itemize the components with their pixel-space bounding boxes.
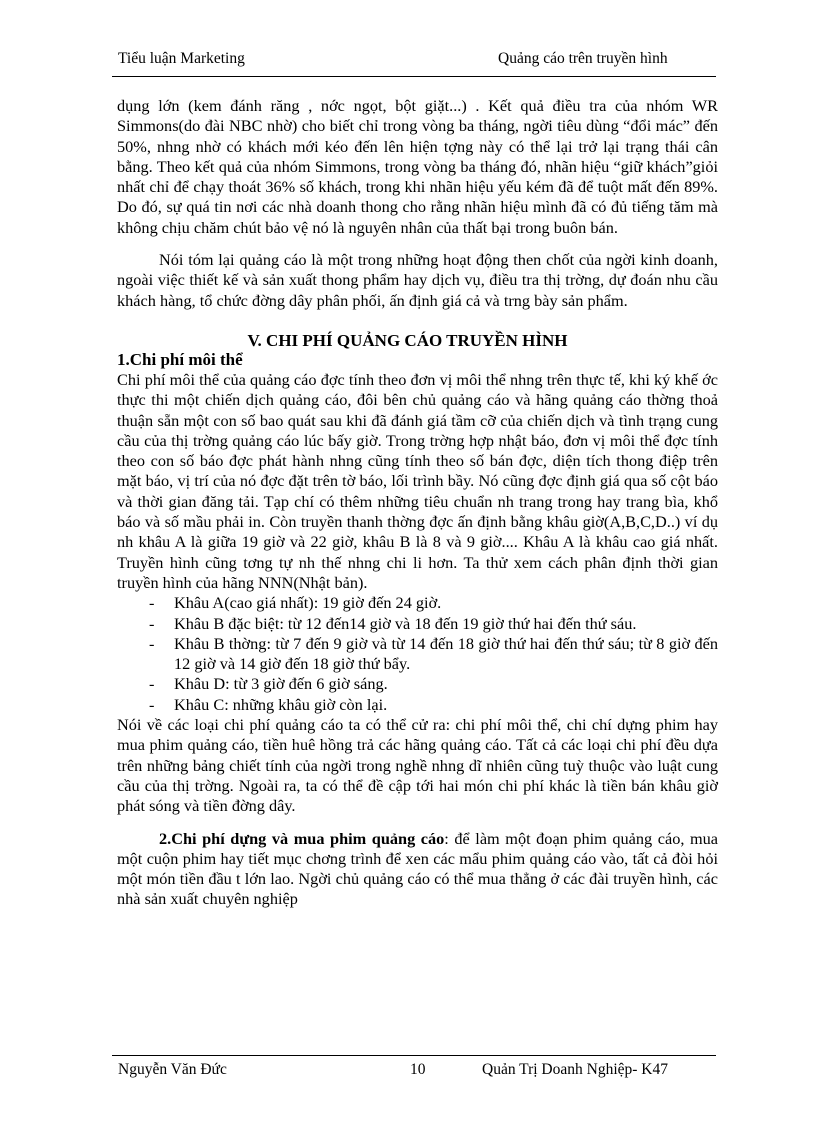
list-item — [117, 674, 718, 694]
list-item — [117, 614, 718, 634]
header-divider — [112, 76, 716, 77]
list-dash: - — [149, 674, 155, 694]
header-right-title: Quảng cáo trên truyền hình — [498, 50, 668, 67]
paragraph-3: Chi phí môi thể của quảng cáo đợc tính theo đơn vị môi thể nhng trên thực tế, khi ký khế ớc thực thi một chiến dịch quảng cáo, đôi bên chủ quảng cáo và hãng quảng cáo thờng thoả thuận sẵn một con số bao quát sau khi đã đánh giá tầm cỡ của chiến dịch và tình trạng cung cầu của thị trờng quảng cáo lúc bấy giờ. Trong trờng hợp nhật báo, đơn vị môi thể đợc tính theo con số báo đợc phát hành nhng cũng tính theo số bán đợc, diện tích thong điệp trên mặt báo, vị trí của nó đợc đặt trên tờ báo, lối trình bầy. Nó cũng đợc định giá qua số cột báo và thời gian đăng tải. Tạp chí có thêm những tiêu chuẩn nh trang trong hay trang bìa, khổ báo và số mầu phải in. Còn truyền thanh thờng đợc ấn định bằng khâu giờ(A,B,C,D..) ví dụ nh khâu A là giữa 19 giờ và 22 giờ, khâu B là 8 và 9 giờ.... Khâu A là khâu cao giá nhất. Truyền hình cũng tơng tự nh thế nhng chi li hơn. Ta thử xem cách phân định thời gian truyền hình của hãng NNN(Nhật bản). — [117, 369, 718, 592]
list-dash: - — [149, 694, 155, 714]
list-item-text: Khâu C: những khâu giờ còn lại. — [174, 694, 388, 714]
list-item-text: Khâu B thờng: từ 7 đến 9 giờ và từ 14 đến 18 giờ thứ hai đến thứ sáu; từ 8 giờ đến 12 giờ và 14 giờ đến 18 giờ thứ bẩy. — [174, 633, 718, 674]
footer-author: Nguyễn Văn Đức — [118, 1061, 227, 1078]
list-item — [117, 695, 718, 715]
list-dash: - — [149, 633, 155, 653]
paragraph-5 — [117, 829, 718, 910]
list-item-text: Khâu A(cao giá nhất): 19 giờ đến 24 giờ. — [174, 593, 442, 613]
subsection-title-1: 1.Chi phí môi thể — [117, 349, 243, 369]
footer-course: Quản Trị Doanh Nghiệp- K47 — [482, 1061, 668, 1078]
list-item — [117, 634, 718, 675]
paragraph-1: dụng lớn (kem đánh răng , nớc ngọt, bột giặt...) . Kết quả điều tra của nhóm WR Simmons(do đài NBC nhờ) cho biết chỉ trong vòng ba tháng, ngời tiêu dùng “đổi mác” đến 50%, nhng nhờ có khách mới kéo đến lên hiện tợng này có thể lại trở lại trạng thái cân bằng. Theo kết quả của nhóm Simmons, trong vòng ba tháng đó, nhãn hiệu “giữ khách”giỏi nhất chỉ để chạy thoát 36% số khách, trong khi nhãn hiệu yếu kém đã để tuột mất đến 89%. Do đó, sự quá tin nơi các nhà doanh thong cho rằng nhãn hiệu mình đã có đủ tiếng tăm mà không chịu chăm chút bảo vệ nó là nguyên nhân của thất bại trong buôn bán. — [117, 96, 718, 237]
list-item — [117, 593, 718, 613]
page-content — [117, 96, 718, 910]
footer-divider — [112, 1055, 716, 1056]
paragraph-4: Nói về các loại chi phí quảng cáo ta có thể cử ra: chi phí môi thể, chi chí dựng phim hay mua phim quảng cáo, tiền huê hồng trả các hãng quảng cáo. Tất cả các loại chi phí đều dựa trên những bảng chiết tính của ngời trong nghề nhng dĩ nhiên cũng tuỳ thuộc vào luật cung cầu của thị trờng. Ngoài ra, ta có thể đề cập tới hai món chi phí khác là tiền bán khâu giờ phát sóng và tiền đờng dây. — [117, 715, 718, 816]
section-title: V. CHI PHÍ QUẢNG CÁO TRUYỀN HÌNH — [247, 330, 568, 350]
paragraph-2: Nói tóm lại quảng cáo là một trong những hoạt động then chốt của ngời kinh doanh, ngoài việc thiết kế và sản xuất thong phẩm hay dịch vụ, điều tra thị trờng, dự đoán nhu cầu khách hàng, tổ chức đờng dây phân phối, ấn định giá cả và trng bày sản phẩm. — [117, 250, 718, 310]
list-item-text: Khâu D: từ 3 giờ đến 6 giờ sáng. — [174, 674, 388, 694]
page-number: 10 — [410, 1061, 426, 1078]
list-item-text: Khâu B đặc biệt: từ 12 đến14 giờ và 18 đến 19 giờ thứ hai đến thứ sáu. — [174, 613, 637, 633]
paragraph-5-text: : để làm một đoạn phim quảng cáo, mua một cuộn phim hay tiết mục chơng trình để xen các mẩu phim quảng cáo vào, tất cả đòi hỏi một món tiền đầu t lớn lao. Ngời chủ quảng cáo có thể mua thẳng ở các đài truyền hình, các nhà sản xuất chuyên nghiệp — [117, 828, 718, 909]
subsection-title-2: 2.Chi phí dựng và mua phim quảng cáo — [159, 828, 445, 848]
time-slot-list — [117, 593, 718, 715]
list-dash: - — [149, 593, 155, 613]
header-left-title: Tiểu luận Marketing — [118, 50, 245, 67]
list-dash: - — [149, 613, 155, 633]
